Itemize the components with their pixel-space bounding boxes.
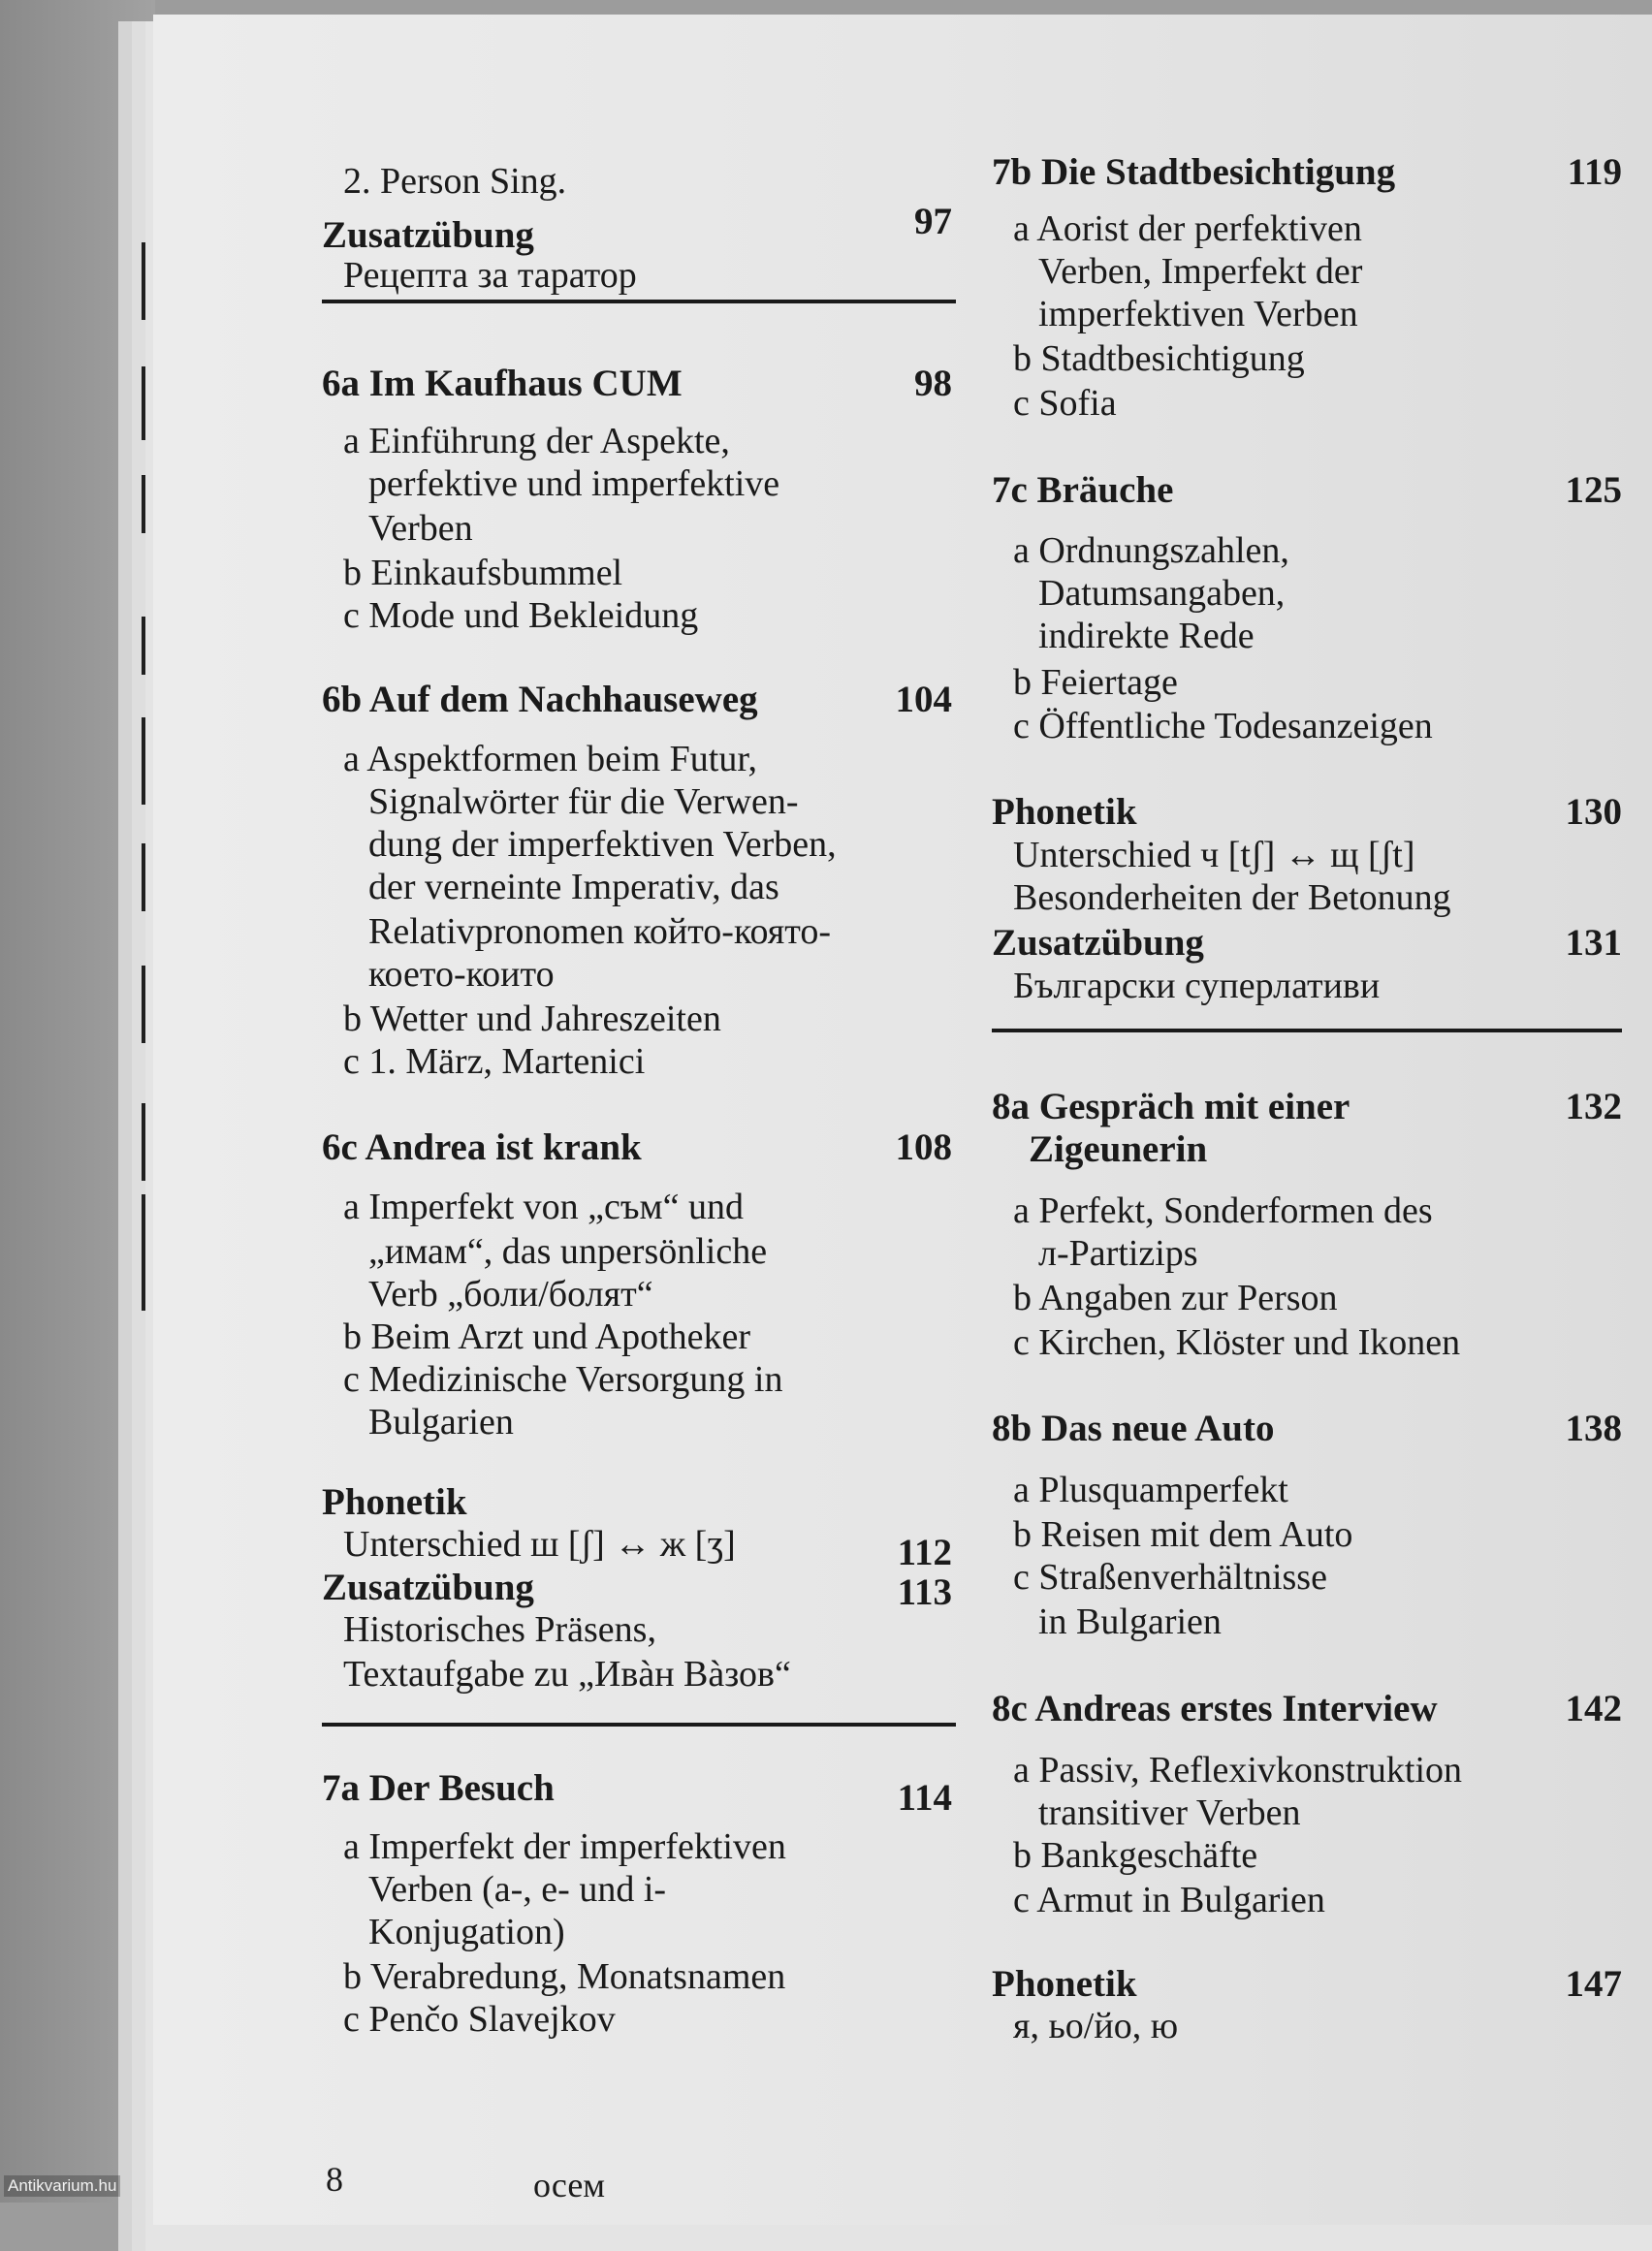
toc-heading-text: 6b Auf dem Nachhauseweg [322, 679, 758, 720]
margin-mark [142, 366, 145, 440]
toc-heading-text: 7b Die Stadtbesichtigung [992, 151, 1396, 193]
toc-page-number: 119 [1567, 151, 1622, 193]
toc-entry-text: dung der imperfektiven Verben, [368, 824, 837, 865]
toc-entry [322, 462, 952, 507]
toc-entry [992, 1277, 1622, 1321]
toc-entry [322, 1186, 952, 1230]
toc-heading [322, 1566, 952, 1613]
toc-entry-text: imperfektiven Verben [1038, 294, 1358, 334]
toc-entry-text: in Bulgarien [1038, 1601, 1222, 1642]
toc-entry [992, 965, 1622, 1009]
toc-heading [992, 1127, 1622, 1172]
toc-heading [322, 1766, 952, 1819]
toc-entry [992, 529, 1622, 574]
toc-entry-text: Verben, Imperfekt der [1038, 251, 1363, 292]
toc-entry [322, 1040, 952, 1085]
toc-entry [992, 1601, 1622, 1645]
section-divider [322, 300, 956, 303]
toc-entry [322, 160, 952, 205]
toc-entry-text: л-Partizips [1038, 1233, 1198, 1274]
toc-entry [992, 1879, 1622, 1923]
toc-entry [992, 834, 1622, 878]
toc-entry-text: indirekte Rede [1038, 616, 1255, 656]
toc-entry [992, 572, 1622, 617]
margin-mark [142, 475, 145, 533]
toc-entry-text: Textaufgabe zu „Ивàн Вàзов“ [343, 1654, 791, 1695]
toc-entry [322, 1401, 952, 1445]
toc-entry-text: b Verabredung, Monatsnamen [343, 1956, 786, 1997]
toc-entry-text: b Bankgeschäfte [1013, 1835, 1258, 1876]
toc-heading-text: 8b Das neue Auto [992, 1408, 1275, 1449]
toc-entry-text: c Straßenverhältnisse [1013, 1557, 1327, 1598]
toc-entry [322, 1868, 952, 1913]
toc-entry [322, 1653, 952, 1697]
toc-entry-text: Verb „боли/болят“ [368, 1274, 653, 1315]
toc-entry-text: a Perfekt, Sonderformen des [1013, 1190, 1433, 1231]
toc-entry-text: c Sofia [1013, 383, 1117, 424]
toc-entry-text: Unterschied ш [ʃ] ↔ ж [ʒ] [343, 1524, 736, 1565]
page-number-word: осем [533, 2166, 606, 2204]
toc-entry [322, 1273, 952, 1317]
toc-entry [322, 1955, 952, 2000]
toc-entry [322, 507, 952, 552]
toc-entry-text: b Reisen mit dem Auto [1013, 1514, 1353, 1555]
toc-entry [992, 1321, 1622, 1366]
toc-entry [992, 705, 1622, 749]
toc-heading [992, 1962, 1622, 2007]
toc-page-number: 131 [1565, 922, 1622, 964]
toc-entry [992, 1749, 1622, 1793]
toc-entry-text: Konjugation) [368, 1912, 565, 1952]
toc-page-number: 132 [1565, 1086, 1622, 1127]
toc-entry [322, 823, 952, 868]
toc-entry-text: a Passiv, Reflexivkonstruktion [1013, 1750, 1462, 1791]
toc-entry [992, 293, 1622, 337]
toc-heading [322, 201, 952, 258]
toc-entry-text: transitiver Verben [1038, 1792, 1301, 1833]
toc-heading [992, 790, 1622, 835]
toc-heading-text: 6c Andrea ist krank [322, 1126, 642, 1168]
toc-heading [992, 1687, 1622, 1731]
watermark: Antikvarium.hu [4, 2175, 120, 2197]
toc-entry [992, 1834, 1622, 1879]
toc-page-number: 108 [895, 1126, 952, 1168]
toc-heading [992, 1085, 1622, 1129]
toc-entry [322, 998, 952, 1042]
toc-entry-text: Unterschied ч [tʃ] ↔ щ [ʃt] [1013, 835, 1415, 875]
toc-entry [992, 1556, 1622, 1601]
toc-heading-text: Phonetik [322, 1481, 467, 1523]
toc-entry-text: b Feiertage [1013, 662, 1178, 703]
toc-entry-text: 2. Person Sing. [343, 161, 567, 202]
toc-entry-text: c Armut in Bulgarien [1013, 1880, 1325, 1920]
toc-entry-text: Relativpronomen който-която- [368, 911, 832, 952]
toc-entry-text: a Aorist der perfektiven [1013, 208, 1362, 249]
toc-heading [992, 150, 1622, 195]
toc-entry-text: c Penčo Slavejkov [343, 1999, 616, 2040]
toc-entry [322, 594, 952, 639]
toc-entry-text: c Öffentliche Todesanzeigen [1013, 706, 1433, 746]
toc-heading-text: Phonetik [992, 791, 1137, 833]
toc-heading-text: Zusatzübung [322, 214, 534, 256]
toc-entry-text: Signalwörter für die Verwen- [368, 781, 799, 822]
toc-entry [322, 1523, 952, 1573]
toc-heading-text: Zigeunerin [1029, 1128, 1208, 1170]
toc-entry [992, 1469, 1622, 1513]
toc-entry-text: Bulgarien [368, 1402, 514, 1443]
toc-entry [322, 1608, 952, 1653]
toc-entry [992, 382, 1622, 427]
toc-entry-text: c Medizinische Versorgung in [343, 1359, 783, 1400]
toc-entry-text: Български суперлативи [1013, 966, 1381, 1006]
margin-mark [142, 843, 145, 911]
toc-heading-text: Zusatzübung [992, 922, 1204, 964]
toc-entry [322, 1998, 952, 2043]
toc-entry [322, 1316, 952, 1360]
margin-mark [142, 1103, 145, 1181]
toc-entry [322, 953, 952, 998]
toc-page-number: 113 [897, 1571, 952, 1613]
toc-entry [992, 250, 1622, 295]
toc-entry-text: b Wetter und Jahreszeiten [343, 999, 721, 1039]
toc-entry-text: c 1. März, Martenici [343, 1041, 646, 1082]
toc-entry [322, 866, 952, 910]
toc-entry-text: der verneinte Imperativ, das [368, 867, 779, 907]
toc-entry-text: c Mode und Bekleidung [343, 595, 699, 636]
toc-entry-text: b Einkaufsbummel [343, 553, 623, 593]
toc-entry [992, 1791, 1622, 1836]
book-page [153, 15, 1652, 2225]
toc-heading [322, 1480, 952, 1525]
toc-heading [322, 362, 952, 406]
toc-entry [322, 738, 952, 782]
toc-entry [992, 337, 1622, 382]
margin-mark [142, 966, 145, 1043]
margin-mark [142, 617, 145, 675]
toc-entry [992, 207, 1622, 252]
toc-entry-text: a Imperfekt der imperfektiven [343, 1826, 786, 1867]
margin-mark [142, 1194, 145, 1311]
toc-entry-text: Datumsangaben, [1038, 573, 1286, 614]
contents-right-column [992, 15, 1622, 2147]
toc-entry [992, 615, 1622, 659]
toc-entry-text: a Ordnungszahlen, [1013, 530, 1289, 571]
toc-entry-text: Verben [368, 508, 473, 549]
page-number: 8 [326, 2160, 343, 2199]
margin-marks [142, 0, 147, 2203]
toc-entry-text: я, ьо/йо, ю [1013, 2006, 1179, 2046]
toc-page-number: 112 [897, 1532, 952, 1573]
toc-page-number: 138 [1565, 1408, 1622, 1449]
toc-entry [322, 420, 952, 464]
toc-entry [322, 1230, 952, 1275]
toc-entry-text: c Kirchen, Klöster und Ikonen [1013, 1322, 1461, 1363]
toc-heading [992, 1407, 1622, 1451]
toc-entry-text: a Aspektformen beim Futur, [343, 739, 757, 779]
contents-left-column [322, 15, 952, 2147]
toc-page-number: 114 [897, 1777, 952, 1819]
toc-heading-text: 8a Gespräch mit einer [992, 1086, 1350, 1127]
toc-entry [322, 910, 952, 955]
toc-entry [992, 1232, 1622, 1277]
toc-entry [322, 780, 952, 825]
toc-entry-text: b Beim Arzt und Apotheker [343, 1316, 751, 1357]
toc-entry [992, 876, 1622, 921]
toc-heading [992, 468, 1622, 513]
toc-heading-text: 7a Der Besuch [322, 1767, 555, 1809]
toc-entry [322, 254, 952, 299]
toc-page-number: 147 [1565, 1963, 1622, 2005]
toc-entry-text: perfektive und imperfektive [368, 463, 780, 504]
toc-heading-text: 6a Im Kaufhaus CUM [322, 363, 683, 404]
toc-entry [992, 1189, 1622, 1234]
toc-entry-text: Besonderheiten der Betonung [1013, 877, 1451, 918]
toc-heading-text: Phonetik [992, 1963, 1137, 2005]
toc-entry-text: a Plusquamperfekt [1013, 1470, 1288, 1510]
toc-heading [322, 1126, 952, 1170]
toc-page-number: 104 [895, 679, 952, 720]
toc-heading-text: 8c Andreas erstes Interview [992, 1688, 1438, 1729]
toc-heading-text: Zusatzübung [322, 1567, 534, 1608]
section-divider [322, 1723, 956, 1727]
section-divider [992, 1029, 1622, 1032]
toc-entry-text: Historisches Präsens, [343, 1609, 656, 1650]
margin-mark [142, 242, 145, 320]
toc-entry [322, 1825, 952, 1870]
toc-heading-text: 7c Bräuche [992, 469, 1174, 511]
toc-entry [322, 552, 952, 596]
toc-page-number: 97 [914, 201, 952, 242]
toc-entry [322, 1358, 952, 1403]
toc-entry-text: „имам“, das unpersönliche [368, 1231, 768, 1272]
toc-entry-text: a Einführung der Aspekte, [343, 421, 730, 461]
toc-entry-text: което-които [368, 954, 555, 995]
margin-mark [142, 717, 145, 805]
toc-entry-text: b Stadtbesichtigung [1013, 338, 1305, 379]
toc-entry-text: Рецепта за таратор [343, 255, 637, 296]
toc-entry-text: a Imperfekt von „съм“ und [343, 1187, 744, 1227]
toc-page-number: 125 [1565, 469, 1622, 511]
toc-entry [992, 661, 1622, 706]
toc-page-number: 142 [1565, 1688, 1622, 1729]
toc-entry [322, 1911, 952, 1955]
toc-entry-text: b Angaben zur Person [1013, 1278, 1338, 1318]
toc-entry [992, 2005, 1622, 2049]
toc-page-number: 130 [1565, 791, 1622, 833]
toc-entry [992, 1513, 1622, 1558]
toc-page-number: 98 [914, 363, 952, 404]
toc-entry-text: Verben (a-, e- und i- [368, 1869, 667, 1910]
toc-heading [992, 921, 1622, 966]
toc-heading [322, 678, 952, 722]
